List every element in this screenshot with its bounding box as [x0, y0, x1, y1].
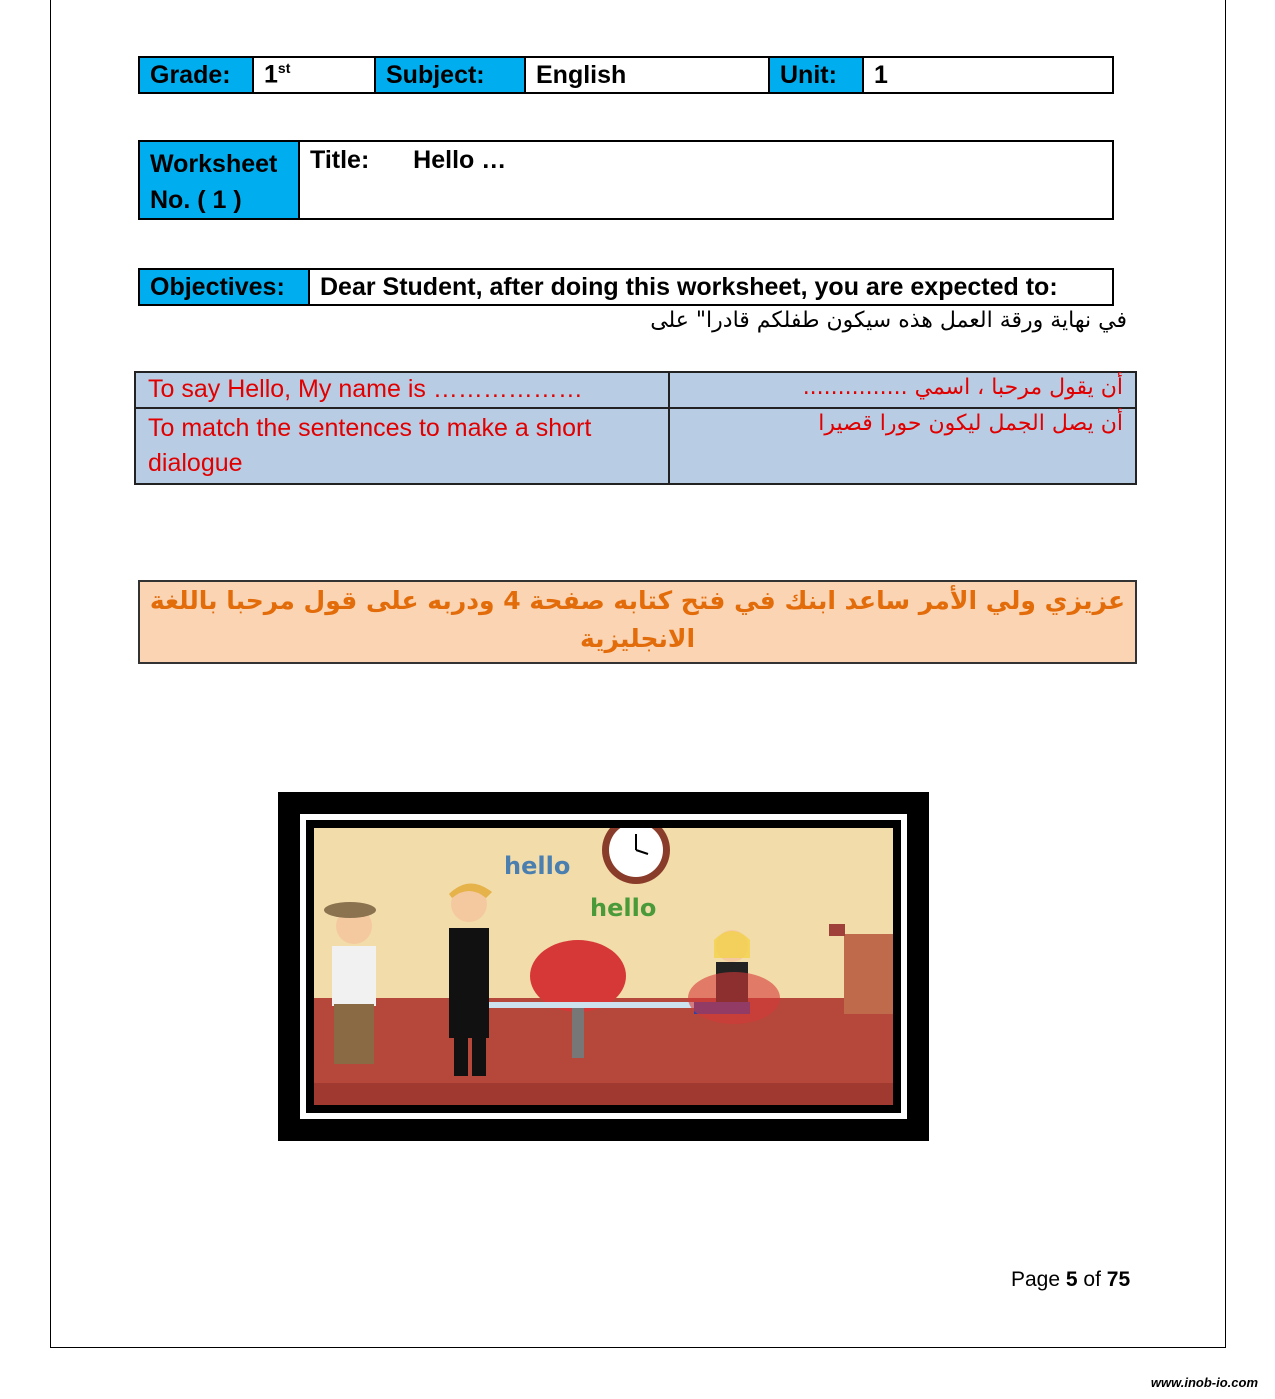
hello-bubble-2: hello	[590, 894, 657, 922]
picture-frame	[278, 792, 929, 1141]
title-value: Hello …	[413, 146, 507, 174]
objectives-list	[134, 371, 1137, 485]
objectives-table	[138, 268, 1114, 306]
subject-value: English	[525, 57, 769, 93]
objective-en: To say Hello, My name is ………………	[135, 372, 669, 408]
header-table	[138, 56, 1114, 94]
objectives-label: Objectives:	[139, 269, 309, 305]
subject-label: Subject:	[375, 57, 525, 93]
objective-row	[135, 372, 1136, 408]
worksheet-number: No. ( 1 )	[150, 186, 242, 214]
page-current: 5	[1065, 1268, 1078, 1291]
unit-label: Unit:	[769, 57, 863, 93]
objective-ar: أن يقول مرحبا ، اسمي ...............	[669, 372, 1136, 408]
grade-sup: st	[277, 60, 291, 77]
worksheet-table	[138, 140, 1114, 220]
objective-en: To match the sentences to make a short dialogue	[135, 408, 669, 484]
parent-note	[138, 580, 1137, 664]
worksheet-number-cell	[139, 141, 299, 219]
objectives-intro: Dear Student, after doing this worksheet, you are expected to:	[309, 269, 1113, 305]
page-number: Page 5 of 75	[1011, 1268, 1131, 1291]
page-total: 75	[1106, 1268, 1131, 1291]
hello-illustration	[314, 828, 893, 1105]
title-label: Title:	[310, 146, 370, 174]
parent-note-line1: عزيزي ولي الأمر ساعد ابنك في فتح كتابه صفحة 4 ودربه على قول مرحبا باللغة	[149, 586, 1126, 615]
grade-value: 1st	[253, 57, 375, 93]
objective-ar: أن يصل الجمل ليكون حورا قصيرا	[669, 408, 1136, 484]
grade-label: Grade:	[139, 57, 253, 93]
parent-note-line2: الانجليزية	[579, 624, 696, 653]
unit-value: 1	[863, 57, 1113, 93]
objectives-arabic-intro: في نهاية ورقة العمل هذه سيكون طفلكم قادرا" على	[650, 308, 1127, 333]
hello-bubble-1: hello	[504, 852, 571, 880]
worksheet-label: Worksheet	[150, 150, 278, 178]
worksheet-title-cell	[299, 141, 1113, 219]
objective-row	[135, 408, 1136, 484]
site-watermark: www.inob-io.com	[1150, 1375, 1258, 1390]
